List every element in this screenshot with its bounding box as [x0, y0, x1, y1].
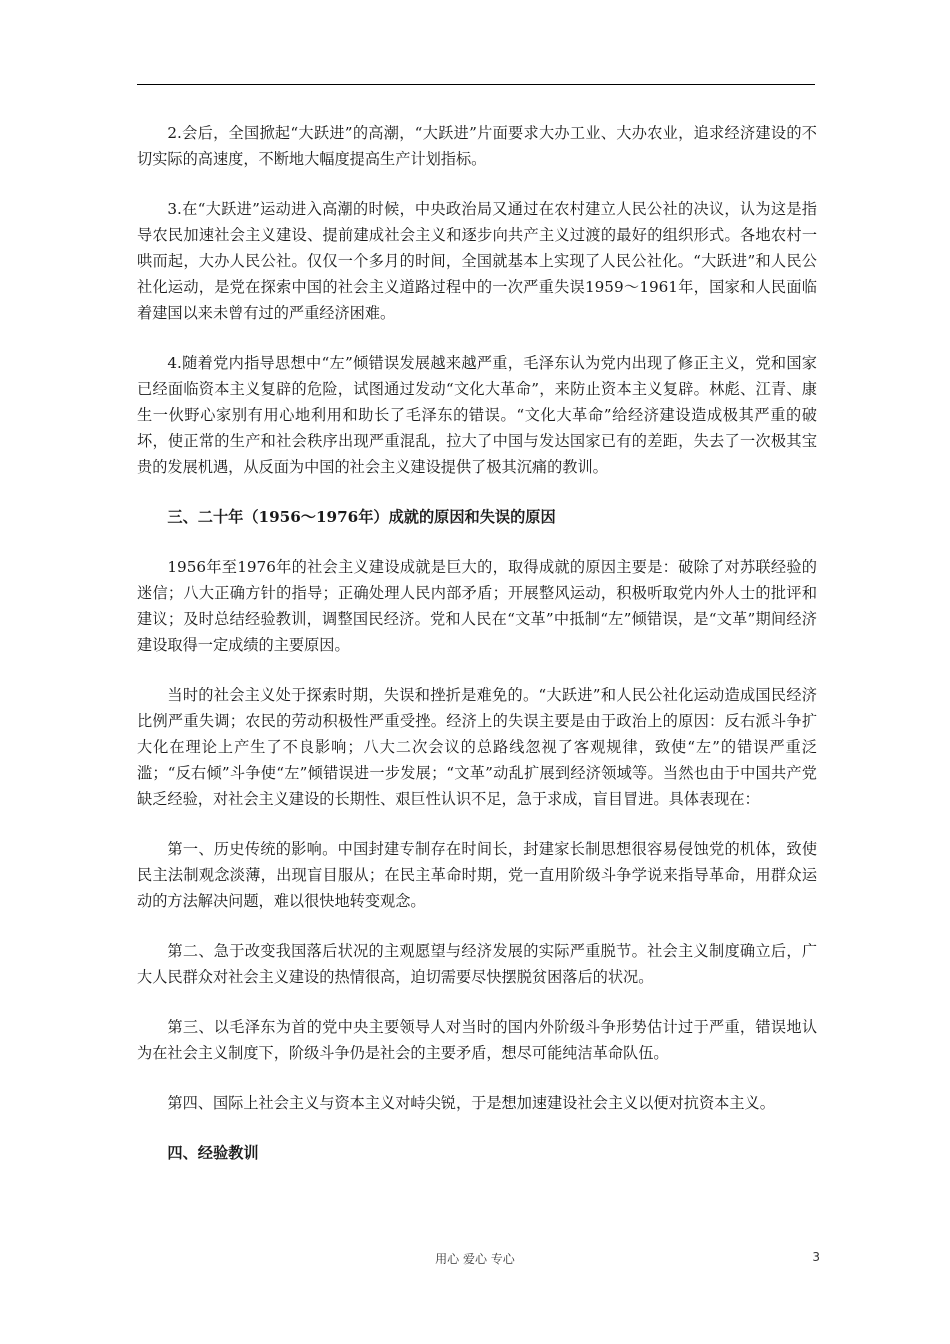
section-heading-3: 三、二十年（1956～1976年）成就的原因和失误的原因 [167, 508, 556, 526]
paragraph-fourth: 第四、国际上社会主义与资本主义对峙尖锐，于是想加速建设社会主义以便对抗资本主义。 [167, 1094, 775, 1112]
header-rule [137, 84, 815, 85]
paragraph-third: 第三、以毛泽东为首的党中央主要领导人对当时的国内外阶级斗争形势估计过于严重，错误地认为在社会主义制度下，阶级斗争仍是社会的主要矛盾，想尽可能纯洁革命队伍。 [137, 1018, 817, 1062]
paragraph-point-2: 2.会后，全国掀起“大跃进”的高潮，“大跃进”片面要求大办工业、大办农业，追求经济建设的不切实际的高速度，不断地大幅度提高生产计划指标。 [137, 124, 817, 168]
paragraph-mistake-reasons: 当时的社会主义处于探索时期，失误和挫折是难免的。“大跃进”和人民公社化运动造成国民经济比例严重失调；农民的劳动积极性严重受挫。经济上的失误主要是由于政治上的原因：反右派斗争扩大化在理论上产生了不良影响；八大二次会议的总路线忽视了客观规律，致使“左”的错误严重泛滥；“反右倾”斗争使“左”倾错误进一步发展；“文革”动乱扩展到经济领域等。当然也由于中国共产党缺乏经验，对社会主义建设的长期性、艰巨性认识不足，急于求成，盲目冒进。具体表现在： [137, 686, 817, 808]
paragraph-achievement-reasons: 1956年至1976年的社会主义建设成就是巨大的，取得成就的原因主要是：破除了对苏联经验的迷信；八大正确方针的指导；正确处理人民内部矛盾；开展整风运动，积极听取党内外人士的批评和建议；及时总结经验教训，调整国民经济。党和人民在“文革”中抵制“左”倾错误，是“文革”期间经济建设取得一定成绩的主要原因。 [137, 558, 817, 654]
paragraph-second: 第二、急于改变我国落后状况的主观愿望与经济发展的实际严重脱节。社会主义制度确立后，广大人民群众对社会主义建设的热情很高，迫切需要尽快摆脱贫困落后的状况。 [137, 942, 817, 986]
document-body [137, 120, 817, 1190]
page-number: 3 [812, 1250, 820, 1264]
paragraph-first: 第一、历史传统的影响。中国封建专制存在时间长，封建家长制思想很容易侵蚀党的机体，致使民主法制观念淡薄，出现盲目服从；在民主革命时期，党一直用阶级斗争学说来指导革命，用群众运动的方法解决问题，难以很快地转变观念。 [137, 840, 817, 910]
paragraph-point-3: 3.在“大跃进”运动进入高潮的时候，中央政治局又通过在农村建立人民公社的决议，认为这是指导农民加速社会主义建设、提前建成社会主义和逐步向共产主义过渡的最好的组织形式。各地农村一哄而起，大办人民公社。仅仅一个多月的时间，全国就基本上实现了人民公社化。“大跃进”和人民公社化运动，是党在探索中国的社会主义道路过程中的一次严重失误1959～1961年，国家和人民面临着建国以来未曾有过的严重经济困难。 [137, 200, 817, 322]
footer-slogan: 用心 爱心 专心 [435, 1252, 515, 1266]
paragraph-point-4: 4.随着党内指导思想中“左”倾错误发展越来越严重，毛泽东认为党内出现了修正主义，党和国家已经面临资本主义复辟的危险，试图通过发动“文化大革命”，来防止资本主义复辟。林彪、江青、康生一伙野心家别有用心地利用和助长了毛泽东的错误。“文化大革命”给经济建设造成极其严重的破坏，使正常的生产和社会秩序出现严重混乱，拉大了中国与发达国家已有的差距，失去了一次极其宝贵的发展机遇，从反面为中国的社会主义建设提供了极其沉痛的教训。 [137, 354, 817, 476]
section-heading-4: 四、经验教训 [167, 1144, 259, 1162]
